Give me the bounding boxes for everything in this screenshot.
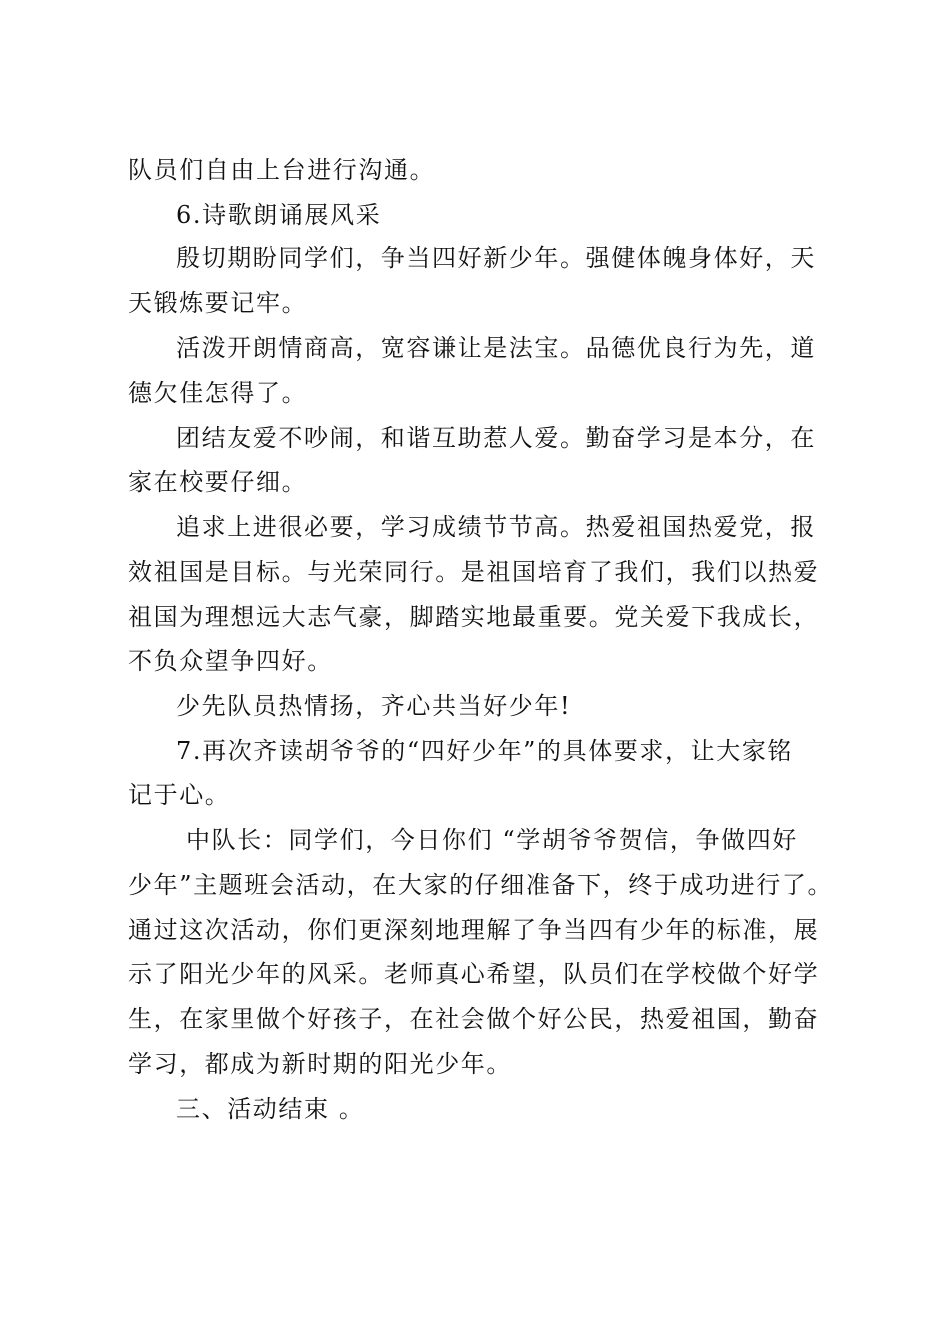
paragraph-line: 通过这次活动，你们更深刻地理解了争当四有少年的标准，展: [128, 916, 820, 944]
section-heading: 7.再次齐读胡爷爷的“四好少年”的具体要求，让大家铭: [176, 737, 794, 765]
poem-line: 天锻炼要记牢。: [128, 289, 308, 317]
section-heading: 三、活动结束 。: [176, 1095, 365, 1123]
paragraph-line: 记于心。: [128, 781, 231, 809]
poem-line: 不负众望争四好。: [128, 647, 333, 675]
poem-line: 德欠佳怎得了。: [128, 379, 308, 407]
paragraph-line: 队员们自由上台进行沟通。: [128, 156, 436, 184]
paragraph-line: 少年”主题班会活动，在大家的仔细准备下，终于成功进行了。: [128, 871, 834, 899]
poem-line: 少先队员热情扬，齐心共当好少年!: [176, 692, 572, 720]
paragraph-line: 学习，都成为新时期的阳光少年。: [128, 1050, 512, 1078]
poem-line: 效祖国是目标。与光荣同行。是祖国培育了我们，我们以热爱: [128, 558, 820, 586]
paragraph-line: 中队长：同学们，今日你们 “学胡爷爷贺信，争做四好: [186, 826, 798, 854]
poem-line: 追求上进很必要，学习成绩节节高。热爱祖国热爱党，报: [176, 513, 816, 541]
poem-line: 祖国为理想远大志气豪，脚踏实地最重要。党关爱下我成长，: [128, 603, 820, 631]
poem-line: 家在校要仔细。: [128, 468, 308, 496]
poem-line: 团结友爱不吵闹，和谐互助惹人爱。勤奋学习是本分，在: [176, 424, 816, 452]
section-heading: 6.诗歌朗诵展风采: [176, 201, 382, 229]
poem-line: 殷切期盼同学们，争当四好新少年。强健体魄身体好，天: [176, 244, 816, 272]
paragraph-line: 生，在家里做个好孩子，在社会做个好公民，热爱祖国，勤奋: [128, 1005, 820, 1033]
paragraph-line: 示了阳光少年的风采。老师真心希望，队员们在学校做个好学: [128, 960, 820, 988]
poem-line: 活泼开朗情商高，宽容谦让是法宝。品德优良行为先，道: [176, 334, 816, 362]
